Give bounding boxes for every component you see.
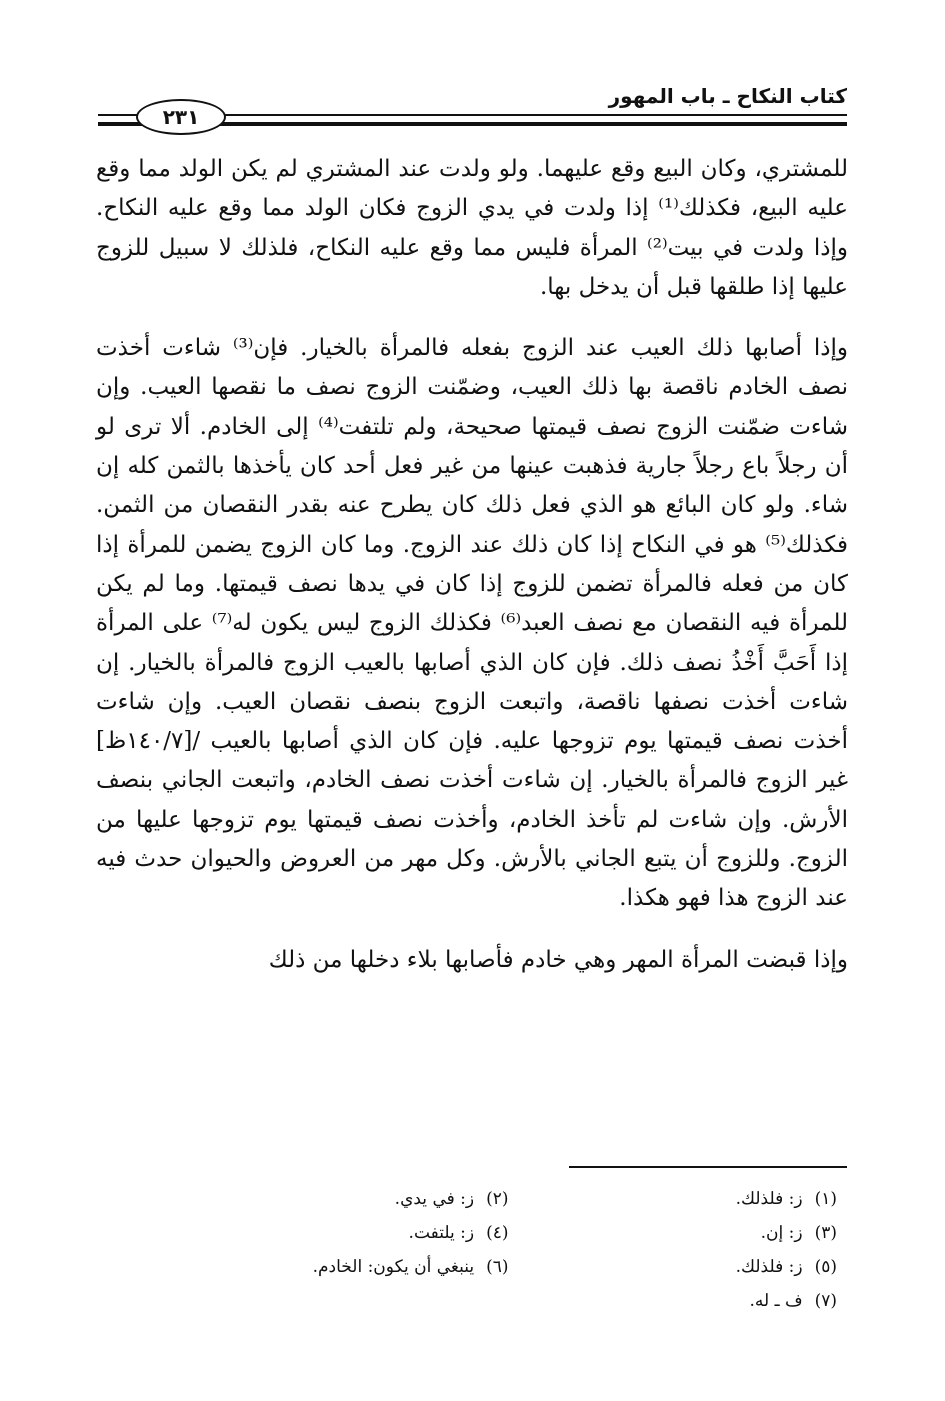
footnote-6: (٦)ينبغي أن يكون: الخادم.: [312, 1257, 509, 1277]
footnote-4: (٤)ز: يلتفت.: [408, 1223, 509, 1243]
paragraph-2: وإذا أصابها ذلك العيب عند الزوج بفعله فالمرأة بالخيار. فإن⁽³⁾ شاءت أخذت نصف الخادم ناقصة بها ذلك العيب، وضمّنت الزوج نصف ما نقصها العيب. وإن شاءت ضمّنت الزوج نصف قيمتها صحيحة، ولم تلتفت⁽⁴⁾ إلى الخادم. ألا ترى لو أن رجلاً باع رجلاً جارية فذهبت عينها من غير فعل أحد كان يأخذها بالثمن كله إن شاء. ولو كان البائع هو الذي فعل ذلك كان يطرح عنه بقدر النقصان من الثمن. فكذلك⁽⁵⁾ هو في النكاح إذا كان ذلك عند الزوج. وما كان الزوج يضمن للمرأة إذا كان من فعله فالمرأة تضمن للزوج إذا كان في يدها نصف قيمتها. وما لم يكن للمرأة فيه النقصان مع نصف العبد⁽⁶⁾ فكذلك الزوج ليس يكون له⁽⁷⁾ على المرأة إذا أَحَبَّ أَخْذُ نصف ذلك. فإن كان الذي أصابها بالعيب الزوج فالمرأة بالخيار. إن شاءت أخذت نصفها ناقصة، واتبعت الزوج بنصف نقصان العيب. وإن شاءت أخذت نصف قيمتها يوم تزوجها عليه. فإن كان الذي أصابها بالعيب /[١٤٠/٧ظ] غير الزوج فالمرأة بالخيار. إن شاءت أخذت نصف الخادم، واتبعت الجاني بنصف الأرش. وإن شاءت لم تأخذ الخادم، وأخذت نصف قيمتها يوم تزوجها عليها من الزوج. وللزوج أن يتبع الجاني بالأرش. وكل مهر من العروض والحيوان حدث فيه عند الزوج هذا فهو هكذا.: [96, 335, 849, 912]
footnote-3: (٣)ز: إن.: [760, 1223, 837, 1243]
running-header-title: كتاب النكاح ـ باب المهور: [608, 84, 847, 108]
paragraph-1: للمشتري، وكان البيع وقع عليهما. ولو ولدت عند المشتري لم يكن الولد مما وقع عليه البيع، فكذلك⁽¹⁾ إذا ولدت في يدي الزوج فكان الولد مما وقع عليه النكاح. وإذا ولدت في بيت⁽²⁾ المرأة فليس مما وقع عليه النكاح، فلذلك لا سبيل للزوج عليها إذا طلقها قبل أن يدخل بها.: [96, 156, 849, 300]
footnote-5: (٥)ز: فلذلك.: [735, 1257, 837, 1277]
footnote-separator: [569, 1166, 847, 1168]
page-number: ٢٣١: [136, 99, 226, 135]
header-rule-thin-left: [98, 114, 138, 116]
paragraph-3: وإذا قبضت المرأة المهر وهي خادم فأصابها بلاء دخلها من ذلك: [268, 946, 848, 973]
header-rule-thin-right: [222, 114, 847, 116]
footnote-1: (١)ز: فلذلك.: [735, 1189, 837, 1209]
footnote-7: (٧)ف ـ له.: [749, 1291, 837, 1311]
footnote-2: (٢)ز: في يدي.: [394, 1189, 509, 1209]
footnotes: [180, 1182, 837, 1318]
main-text: [96, 150, 848, 980]
